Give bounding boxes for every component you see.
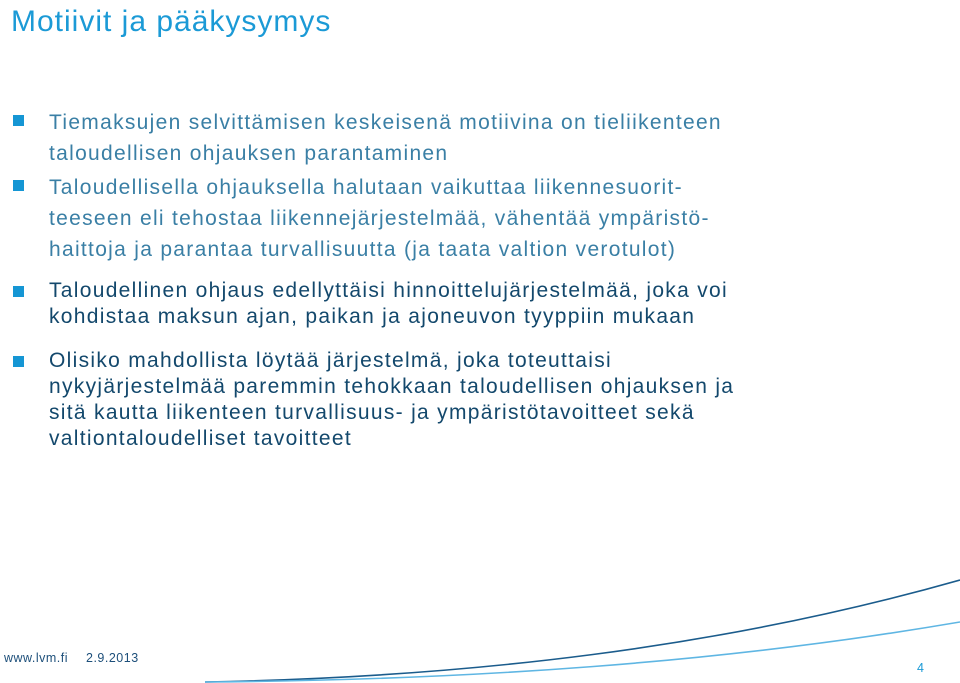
page-number: 4 (917, 661, 924, 675)
bullet-text: Tiemaksujen selvittämisen keskeisenä motiivina on tieliikenteen taloudellisen ohjauksen parantaminen (49, 111, 722, 165)
square-bullet-icon (13, 115, 24, 126)
square-bullet-icon (13, 356, 24, 367)
square-bullet-icon (13, 286, 24, 297)
footer-date: 2.9.2013 (86, 651, 139, 665)
square-bullet-icon (13, 180, 24, 191)
footer-link[interactable]: www.lvm.fi (4, 651, 69, 665)
bullet-text: Olisiko mahdollista löytää järjestelmä, joka toteuttaisi nykyjärjestelmää paremmin tehokkaan taloudellisen ohjauksen ja sitä kautta liikenteen turvallisuus- ja ympäristötavoitteet sekä valtiontaloudelliset tavoitteet (49, 349, 735, 450)
decorative-swoosh-lines (160, 0, 960, 683)
bullet-text: Taloudellisella ohjauksella halutaan vaikuttaa liikennesuorit- teeseen eli tehostaa liikennejärjestelmää, vähentää ympäristö- haittoja ja parantaa turvallisuutta (ja taata valtion verotulot) (49, 176, 710, 261)
bullet-text: Taloudellinen ohjaus edellyttäisi hinnoittelujärjestelmää, joka voi kohdistaa maksun ajan, paikan ja ajoneuvon tyyppiin mukaan (49, 279, 728, 328)
slide-title: Motiivit ja pääkysymys (11, 5, 332, 38)
